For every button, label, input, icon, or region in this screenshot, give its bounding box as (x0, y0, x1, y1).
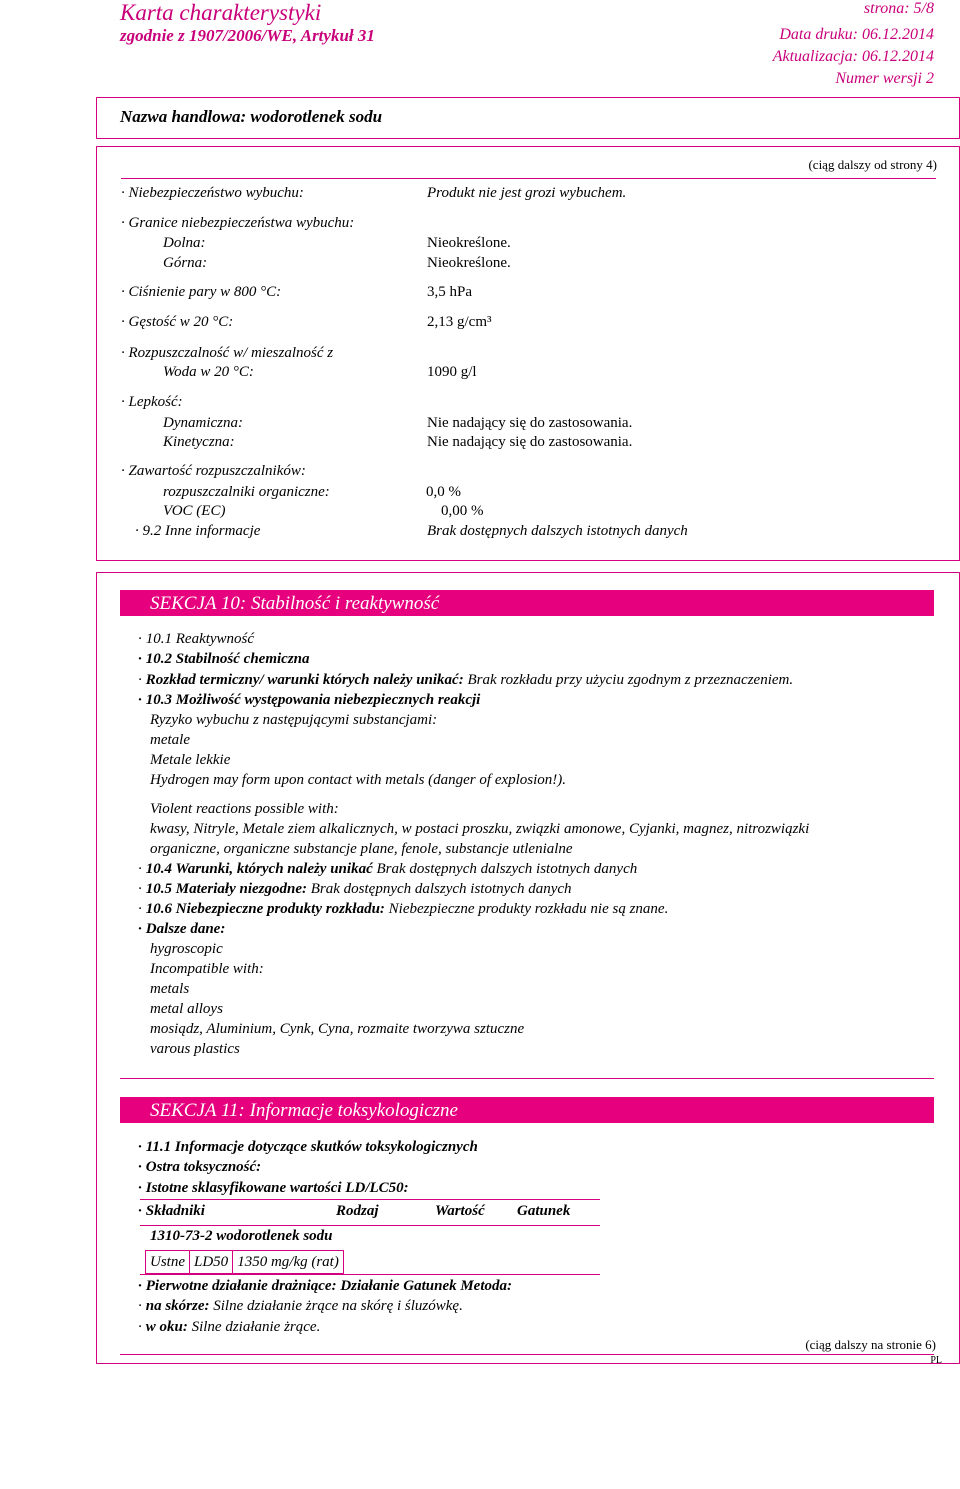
violent-line: kwasy, Nitryle, Metale ziem alkalicznych, w postaci proszku, związki amonowe, Cyjanki, magnez, nitrozwiązki (150, 821, 810, 837)
further-data: · Dalsze dane: (138, 921, 226, 937)
vapour-value: 3,5 hPa (427, 284, 472, 300)
eye-label: w oku: (145, 1319, 188, 1335)
page-number: strona: 5/8 (863, 0, 934, 17)
col-components: Składniki (145, 1203, 205, 1219)
lower-value: Nieokreślone. (427, 235, 511, 251)
version-number: Numer wersji 2 (835, 70, 934, 87)
lower-label: Dolna: (163, 235, 206, 251)
conditions-label: 10.4 Warunki, których należy unikać (145, 861, 373, 877)
further-line: varous plastics (150, 1041, 240, 1057)
incompatible-value: Brak dostępnych dalszych istotnych danych (310, 881, 572, 897)
explosion-label: · Niebezpieczeństwo wybuchu: (121, 185, 304, 201)
further-line: metal alloys (150, 1001, 223, 1017)
language-code: PL (930, 1355, 942, 1366)
kinematic-value: Nie nadający się do zastosowania. (427, 434, 633, 450)
skin-value: Silne działanie żrące na skórę i śluzówkę. (213, 1298, 463, 1314)
further-line: mosiądz, Aluminium, Cynk, Cyna, rozmaite tworzywa sztuczne (150, 1021, 525, 1037)
limits-label: · Granice niebezpieczeństwa wybuchu: (121, 215, 355, 231)
table-header: · Składniki (138, 1203, 205, 1219)
density-value: 2,13 g/cm³ (427, 314, 492, 330)
update-date: Aktualizacja: 06.12.2014 (772, 48, 934, 65)
ld-values-text: Istotne sklasyfikowane wartości LD/LC50: (145, 1180, 409, 1196)
reactivity: · 10.1 Reaktywność (138, 631, 255, 647)
reactivity-text: 10.1 Reaktywność (145, 631, 255, 647)
section-11-heading: SEKCJA 11: Informacje toksykologiczne (120, 1097, 934, 1123)
further-line: metals (150, 981, 190, 997)
products-label: 10.6 Niebezpieczne produkty rozkładu: (145, 901, 385, 917)
eye-effect: · w oku: Silne działanie żrące. (138, 1319, 321, 1335)
divider (140, 1225, 600, 1226)
acute-toxicity: · Ostra toksyczność: (138, 1159, 262, 1175)
vapour-label: · Ciśnienie pary w 800 °C: (121, 284, 282, 300)
decomposition-value: Brak rozkładu przy użyciu zgodnym z przeznaczeniem. (467, 672, 794, 688)
divider (121, 178, 936, 179)
ld-type-cell: LD50 (190, 1251, 233, 1274)
decomposition-label: Rozkład termiczny/ warunki których należy unikać: (145, 672, 464, 688)
skin-effect: · na skórze: Silne działanie żrące na skórę i śluzówkę. (138, 1298, 463, 1314)
primary-irritation-text: Pierwotne działanie drażniące: Działanie Gatunek Metoda: (145, 1278, 513, 1294)
voc-value: 0,00 % (441, 503, 484, 519)
water-value: 1090 g/l (427, 364, 477, 380)
col-value: Wartość (435, 1203, 485, 1219)
divider (120, 1078, 934, 1079)
hazardous-reactions: · 10.3 Możliwość występowania niebezpiecznych reakcji (138, 692, 481, 708)
stability: · 10.2 Stabilność chemiczna (138, 651, 310, 667)
organic-value: 0,0 % (426, 484, 461, 500)
divider (120, 1354, 934, 1355)
properties-box (96, 146, 960, 561)
ld50-table (145, 1250, 344, 1274)
solubility-label: · Rozpuszczalność w/ mieszalność z (121, 345, 334, 361)
toxicological-info-text: 11.1 Informacje dotyczące skutków toksykologicznych (145, 1139, 478, 1155)
ld-values: · Istotne sklasyfikowane wartości LD/LC50: (138, 1180, 409, 1196)
hazard-line: Ryzyko wybuchu z następującymi substancjami: (150, 712, 438, 728)
eye-value: Silne działanie żrące. (191, 1319, 321, 1335)
other-info-value: Brak dostępnych dalszych istotnych danych (427, 523, 688, 539)
products-value: Niebezpieczne produkty rozkładu nie są znane. (388, 901, 669, 917)
col-type: Rodzaj (336, 1203, 379, 1219)
hazard-line: Hydrogen may form upon contact with metals (danger of explosion!). (150, 772, 567, 788)
viscosity-label: · Lepkość: (121, 394, 183, 410)
density-label: · Gęstość w 20 °C: (121, 314, 234, 330)
dynamic-value: Nie nadający się do zastosowania. (427, 415, 633, 431)
upper-label: Górna: (163, 255, 208, 271)
primary-irritation: · Pierwotne działanie drażniące: Działanie Gatunek Metoda: (138, 1278, 513, 1294)
dynamic-label: Dynamiczna: (163, 415, 243, 431)
water-label: Woda w 20 °C: (163, 364, 254, 380)
solvent-label: · Zawartość rozpuszczalników: (121, 463, 306, 479)
violent-label: Violent reactions possible with: (150, 801, 339, 817)
continued-from: (ciąg dalszy od strony 4) (808, 157, 937, 172)
print-date: Data druku: 06.12.2014 (779, 26, 934, 43)
route-cell: Ustne (146, 1251, 190, 1274)
voc-label: VOC (EC) (163, 503, 226, 519)
conditions-value: Brak dostępnych dalszych istotnych danych (376, 861, 638, 877)
conditions-to-avoid: · 10.4 Warunki, których należy unikać Brak dostępnych dalszych istotnych danych (138, 861, 638, 877)
organic-label: rozpuszczalniki organiczne: (163, 484, 330, 500)
further-line: hygroscopic (150, 941, 223, 957)
ld-value-cell: 1350 mg/kg (rat) (233, 1251, 344, 1274)
substance-name: 1310-73-2 wodorotlenek sodu (150, 1228, 333, 1244)
col-species: Gatunek (517, 1203, 571, 1219)
skin-label: na skórze: (145, 1298, 210, 1314)
section-10-heading: SEKCJA 10: Stabilność i reaktywność (120, 590, 934, 616)
incompatible-materials: · 10.5 Materiały niezgodne: Brak dostępnych dalszych istotnych danych (138, 881, 572, 897)
kinematic-label: Kinetyczna: (163, 434, 235, 450)
incompatible-label: 10.5 Materiały niezgodne: (145, 881, 307, 897)
table-row (146, 1251, 344, 1274)
further-line: Incompatible with: (150, 961, 264, 977)
divider (140, 1199, 600, 1200)
explosion-value: Produkt nie jest grozi wybuchem. (427, 185, 627, 201)
divider (140, 1274, 600, 1275)
hazard-line: metale (150, 732, 190, 748)
hazardous-reactions-text: 10.3 Możliwość występowania niebezpiecznych reakcji (145, 692, 481, 708)
trade-name: Nazwa handlowa: wodorotlenek sodu (120, 107, 383, 126)
upper-value: Nieokreślone. (427, 255, 511, 271)
document-title: Karta charakterystyki (120, 0, 322, 25)
acute-toxicity-text: Ostra toksyczność: (145, 1159, 262, 1175)
toxicological-info: · 11.1 Informacje dotyczące skutków toksykologicznych (138, 1139, 478, 1155)
continued-to: (ciąg dalszy na stronie 6) (805, 1337, 936, 1352)
hazard-line: Metale lekkie (150, 752, 231, 768)
decomposition-products: · 10.6 Niebezpieczne produkty rozkładu: Niebezpieczne produkty rozkładu nie są znane. (138, 901, 669, 917)
other-info-label: · 9.2 Inne informacje (135, 523, 261, 539)
trade-name-box (96, 97, 960, 139)
document-subtitle: zgodnie z 1907/2006/WE, Artykuł 31 (120, 26, 375, 45)
decomposition: · Rozkład termiczny/ warunki których należy unikać: Brak rozkładu przy użyciu zgodnym z przeznaczeniem. (138, 672, 794, 688)
violent-line: organiczne, organiczne substancje plane, fenole, substancje utlenialne (150, 841, 573, 857)
further-data-text: Dalsze dane: (145, 921, 226, 937)
stability-text: 10.2 Stabilność chemiczna (145, 651, 310, 667)
